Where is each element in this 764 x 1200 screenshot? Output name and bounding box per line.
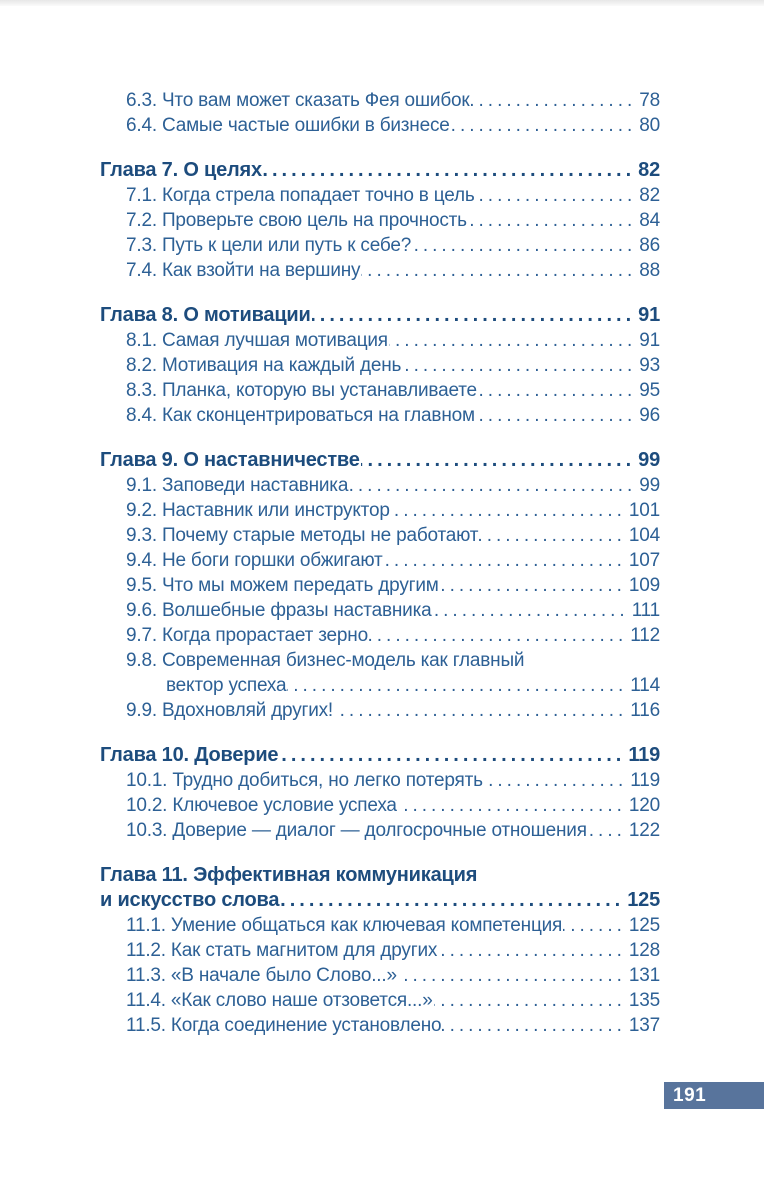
toc-entry-page: 128	[628, 940, 660, 961]
toc-entry-text: 8.1. Самая лучшая мотивация	[126, 330, 388, 351]
toc-entry	[100, 818, 660, 843]
toc-entry-text: 7.4. Как взойти на вершину	[126, 260, 361, 281]
toc-entry-page: 125	[628, 915, 660, 936]
toc-entry-page: 104	[628, 525, 660, 546]
leader-dots	[361, 448, 637, 473]
toc-entry-line2-text: вектор успеха	[166, 675, 287, 696]
toc-entry-page: 119	[630, 770, 660, 791]
toc-entry-page: 116	[630, 700, 660, 721]
toc-entry-page: 111	[631, 600, 660, 621]
toc-section	[100, 448, 660, 723]
toc-chapter-heading-text: Глава 11. Эффективная коммуникация	[100, 864, 478, 886]
toc-chapter-heading	[100, 743, 660, 768]
toc-entry-page: 84	[639, 210, 660, 231]
toc-entry-line2-page: 114	[630, 675, 660, 696]
toc-entry	[100, 793, 660, 818]
toc-entry	[100, 768, 660, 793]
toc-chapter-heading	[100, 158, 660, 183]
toc-entry-text: 6.3. Что вам может сказать Фея ошибок	[126, 90, 470, 111]
page-top-edge	[0, 0, 764, 6]
toc-section	[100, 743, 660, 843]
toc-entry	[100, 233, 660, 258]
leader-dots	[476, 183, 639, 208]
toc-entry-text: 9.9. Вдохновляй других!	[126, 700, 334, 721]
toc-chapter-heading	[100, 448, 660, 473]
toc-entry	[100, 963, 660, 988]
toc-entry	[100, 548, 660, 573]
toc-entry	[100, 183, 660, 208]
leader-dots	[389, 328, 638, 353]
toc-entry-text: 9.6. Волшебные фразы наставника	[126, 600, 432, 621]
toc-entry-text: 6.4. Самые частые ошибки в бизнесе	[126, 115, 450, 136]
toc-entry-page: 86	[639, 235, 660, 256]
leader-dots	[479, 523, 628, 548]
toc-entry	[100, 648, 660, 673]
toc-entry-text: 9.3. Почему старые методы не работают	[126, 525, 479, 546]
toc-entry-page: 131	[628, 965, 660, 986]
toc-entry-page: 78	[639, 90, 660, 111]
toc-entry-page: 122	[628, 820, 660, 841]
toc-entry	[100, 113, 660, 138]
leader-dots	[451, 113, 639, 138]
toc-entry	[100, 938, 660, 963]
toc-entry-text: 11.4. «Как слово наше отзовется...»	[126, 990, 433, 1011]
toc-entry-page: 107	[628, 550, 660, 571]
leader-dots	[361, 258, 638, 283]
toc-entry-text: 10.3. Доверие — диалог — долгосрочные отношения	[126, 820, 587, 841]
toc-chapter-heading-line2-text: и искусство слова	[100, 889, 280, 911]
toc-entry-text: 9.4. Не боги горшки обжигают	[126, 550, 383, 571]
toc-entry	[100, 88, 660, 113]
toc-chapter-heading	[100, 303, 660, 328]
toc-entry-page: 82	[639, 185, 660, 206]
leader-dots	[412, 233, 638, 258]
toc-entry-page: 88	[639, 260, 660, 281]
leader-dots	[588, 818, 628, 843]
toc-entry-text: 9.7. Когда прорастает зерно	[126, 625, 368, 646]
leader-dots	[398, 793, 628, 818]
toc-entry-text: 8.2. Мотивация на каждый день	[126, 355, 402, 376]
toc-entry	[100, 208, 660, 233]
leader-dots	[312, 303, 638, 328]
toc-chapter-heading	[100, 863, 660, 888]
leader-dots	[440, 573, 628, 598]
leader-dots	[334, 698, 629, 723]
toc-section	[100, 88, 660, 138]
leader-dots	[478, 378, 638, 403]
leader-dots	[391, 498, 628, 523]
leader-dots	[280, 888, 626, 913]
toc-chapter-heading-page: 99	[638, 449, 660, 471]
toc-entry-page: 137	[628, 1015, 660, 1036]
toc-entry-page: 93	[639, 355, 660, 376]
toc-chapter-heading-line2-page: 125	[627, 889, 660, 911]
leader-dots	[263, 158, 637, 183]
toc-entry-page: 96	[639, 405, 660, 426]
toc-entry-text: 8.3. Планка, которую вы устанавливаете	[126, 380, 477, 401]
toc-entry-text: 7.1. Когда стрела попадает точно в цель	[126, 185, 475, 206]
leader-dots	[434, 988, 628, 1013]
toc-entry	[100, 623, 660, 648]
toc-entry-text: 11.2. Как стать магнитом для других	[126, 940, 438, 961]
leader-dots	[438, 938, 628, 963]
toc-entry-text: 9.8. Современная бизнес-модель как главный	[126, 650, 525, 671]
toc-entry-page: 135	[628, 990, 660, 1011]
toc-chapter-heading-page: 119	[628, 744, 660, 766]
toc-entry-text: 11.1. Умение общаться как ключевая компетенция	[126, 915, 563, 936]
toc-entry	[100, 698, 660, 723]
table-of-contents	[100, 88, 660, 1038]
toc-entry-text: 11.3. «В начале было Слово...»	[126, 965, 397, 986]
toc-entry-line2	[100, 673, 660, 698]
toc-chapter-heading-text: Глава 10. Доверие	[100, 744, 279, 766]
leader-dots	[369, 623, 629, 648]
toc-entry	[100, 523, 660, 548]
toc-section	[100, 158, 660, 283]
leader-dots	[432, 598, 630, 623]
leader-dots	[484, 768, 629, 793]
toc-entry	[100, 403, 660, 428]
leader-dots	[476, 403, 638, 428]
toc-entry-text: 10.1. Трудно добиться, но легко потерять	[126, 770, 483, 791]
toc-entry-page: 109	[628, 575, 660, 596]
toc-entry-text: 8.4. Как сконцентрироваться на главном	[126, 405, 475, 426]
toc-entry-page: 95	[639, 380, 660, 401]
toc-chapter-heading-text: Глава 7. О целях	[100, 159, 262, 181]
toc-entry	[100, 378, 660, 403]
leader-dots	[563, 913, 628, 938]
toc-entry	[100, 473, 660, 498]
toc-entry	[100, 328, 660, 353]
toc-entry-page: 120	[628, 795, 660, 816]
toc-section	[100, 303, 660, 428]
toc-entry-text: 7.3. Путь к цели или путь к себе?	[126, 235, 412, 256]
leader-dots	[383, 548, 627, 573]
leader-dots	[279, 743, 627, 768]
toc-chapter-heading-line2	[100, 888, 660, 913]
toc-entry-text: 9.5. Что мы можем передать другим	[126, 575, 439, 596]
page-number-badge: 191	[664, 1082, 764, 1109]
toc-entry-page: 112	[630, 625, 660, 646]
toc-entry	[100, 598, 660, 623]
toc-entry-text: 11.5. Когда соединение установлено	[126, 1015, 442, 1036]
toc-entry	[100, 988, 660, 1013]
toc-entry-page: 91	[639, 330, 660, 351]
toc-entry	[100, 913, 660, 938]
leader-dots	[398, 963, 628, 988]
leader-dots	[442, 1013, 628, 1038]
toc-entry	[100, 1013, 660, 1038]
toc-entry-text: 10.2. Ключевое условие успеха	[126, 795, 397, 816]
toc-chapter-heading-page: 82	[638, 159, 660, 181]
leader-dots	[287, 673, 629, 698]
toc-section	[100, 863, 660, 1038]
toc-chapter-heading-text: Глава 9. О наставничестве	[100, 449, 360, 471]
leader-dots	[468, 208, 638, 233]
leader-dots	[471, 88, 639, 113]
toc-entry-page: 101	[628, 500, 660, 521]
toc-entry	[100, 498, 660, 523]
toc-entry-text: 7.2. Проверьте свою цель на прочность	[126, 210, 467, 231]
leader-dots	[349, 473, 638, 498]
toc-entry-page: 99	[639, 475, 660, 496]
leader-dots	[402, 353, 638, 378]
toc-entry-page: 80	[639, 115, 660, 136]
toc-entry	[100, 258, 660, 283]
toc-entry-text: 9.1. Заповеди наставника	[126, 475, 349, 496]
toc-chapter-heading-text: Глава 8. О мотивации	[100, 304, 311, 326]
toc-entry	[100, 353, 660, 378]
toc-entry-text: 9.2. Наставник или инструктор	[126, 500, 390, 521]
toc-chapter-heading-page: 91	[638, 304, 660, 326]
toc-entry	[100, 573, 660, 598]
